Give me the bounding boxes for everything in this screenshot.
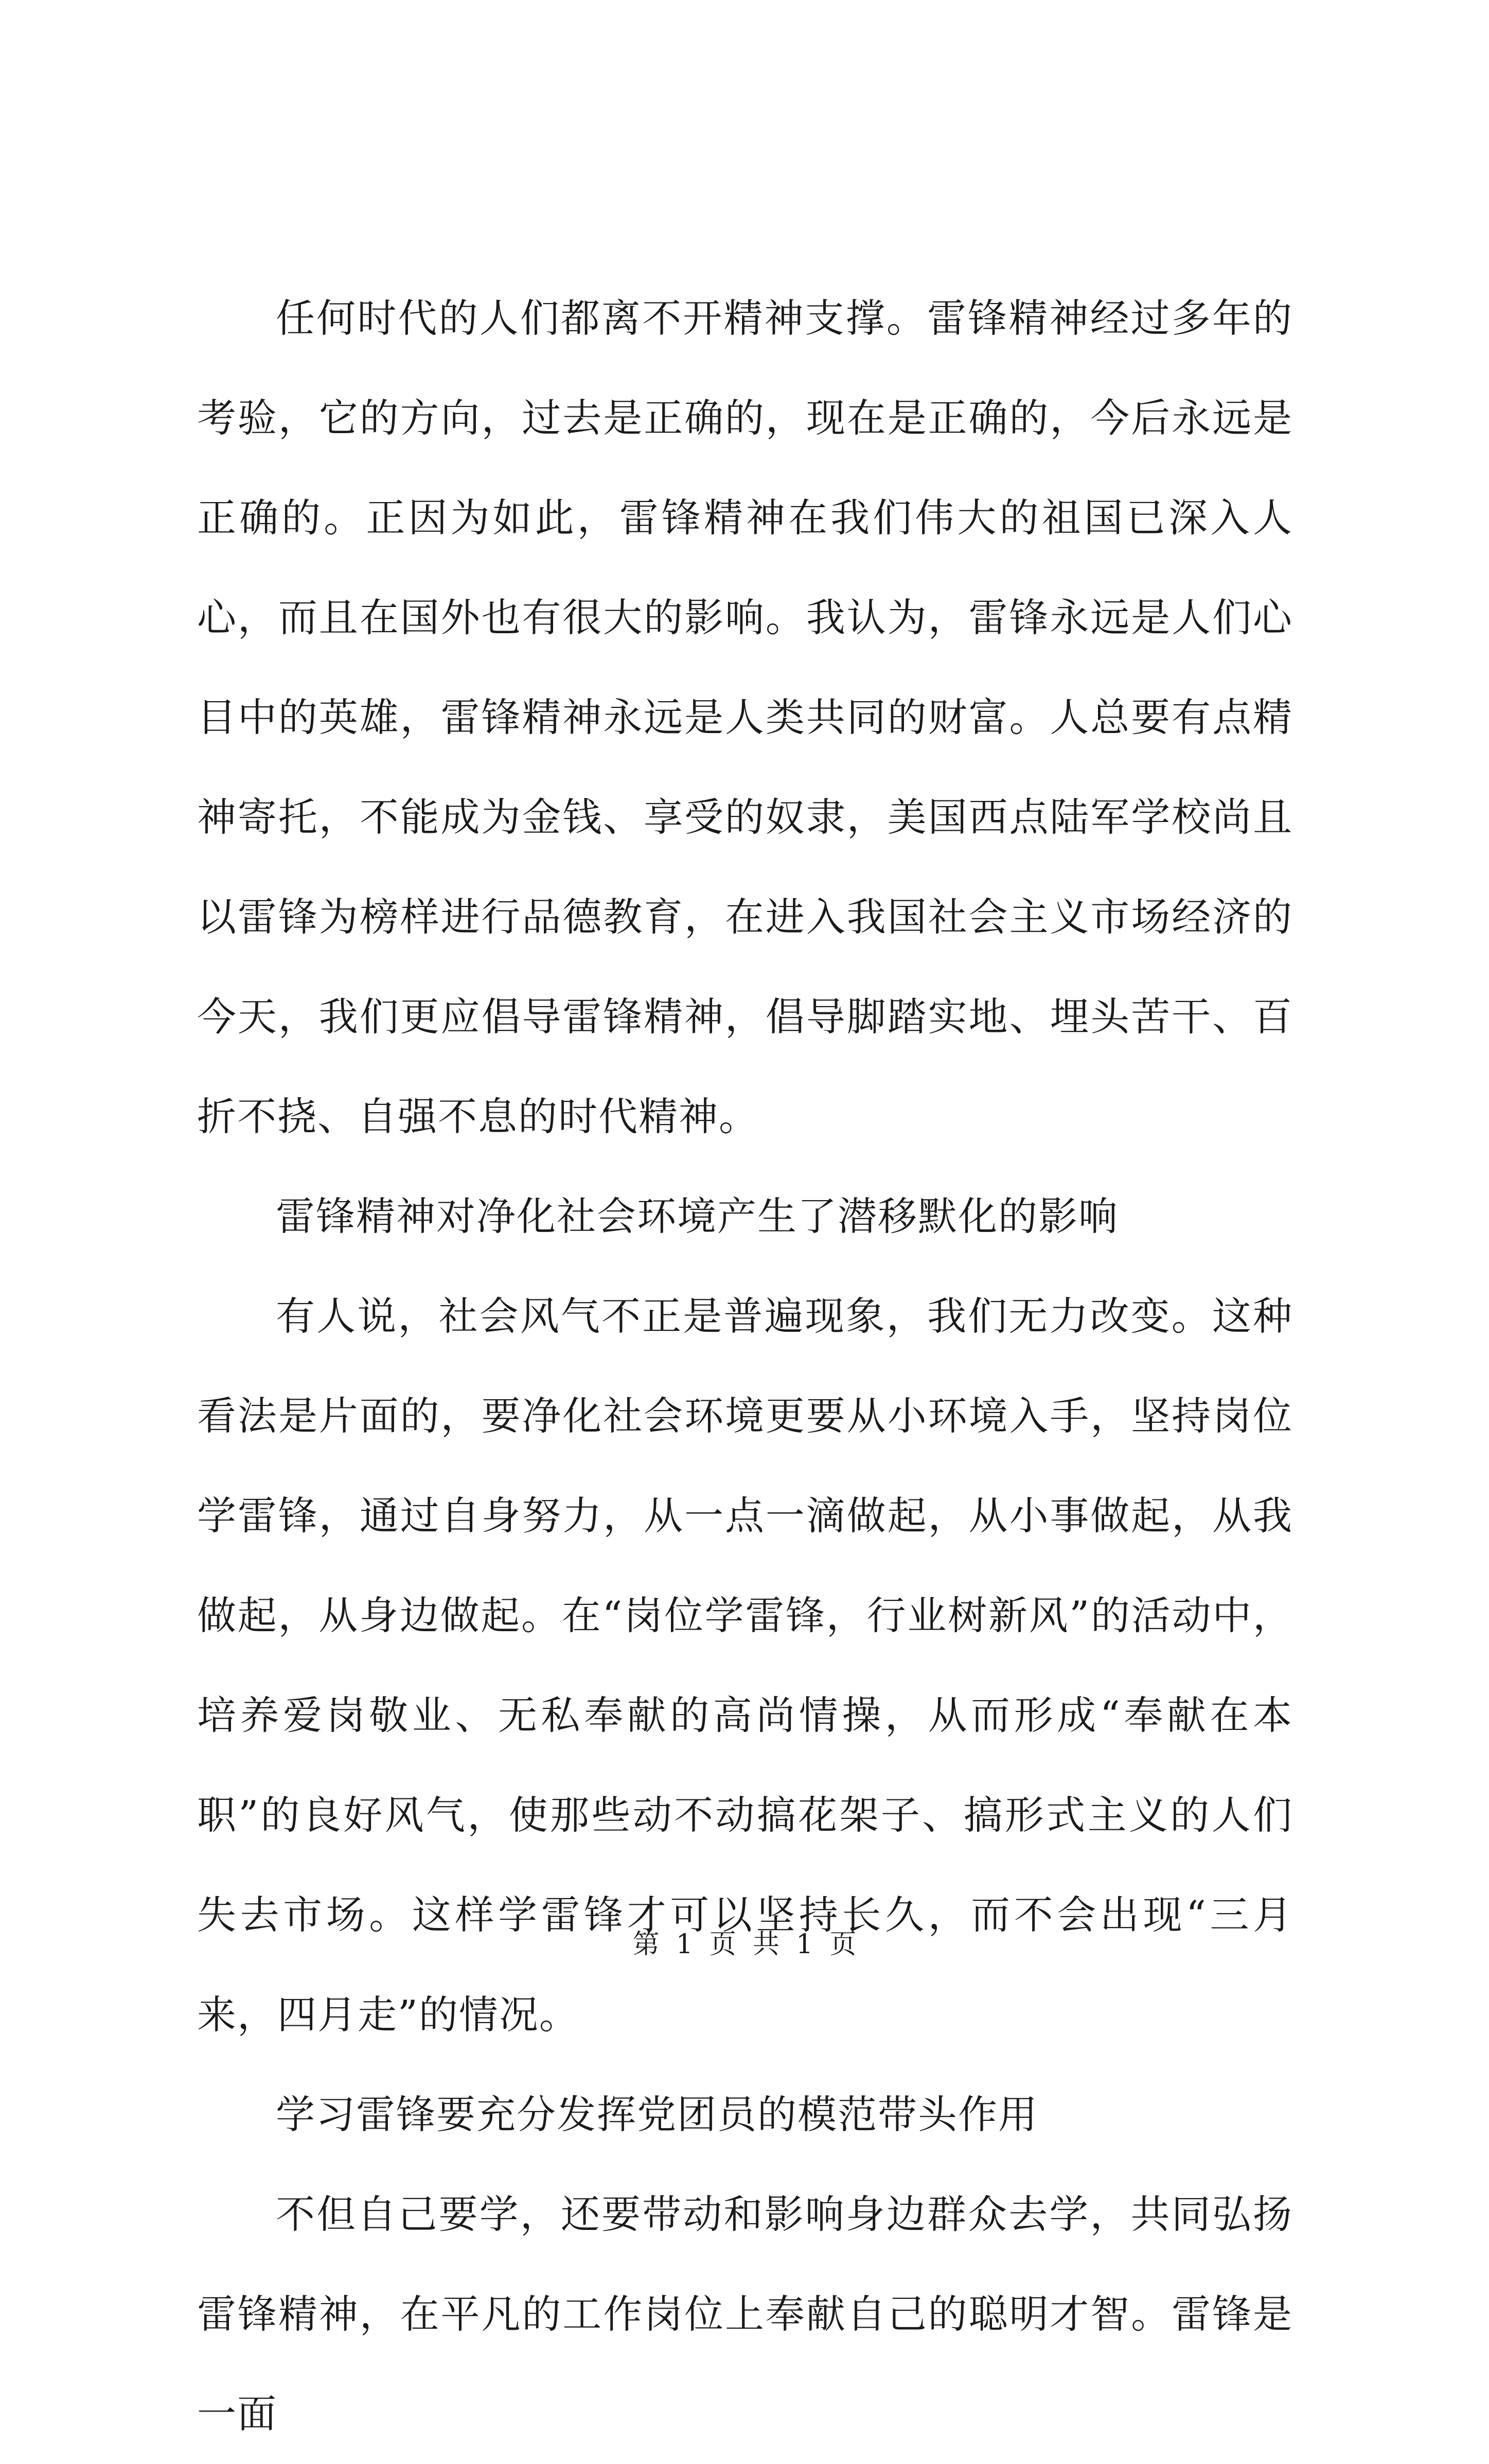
section-heading: 学习雷锋要充分发挥党团员的模范带头作用 xyxy=(276,2092,1038,2137)
body-paragraph: 任何时代的人们都离不开精神支撑。雷锋精神经过多年的考验，它的方向，过去是正确的，现在是正确的，今后永远是正确的。正因为如此，雷锋精神在我们伟大的祖国已深入人心，而且在国外也有很大的影响。我认为，雷锋永远是人们心目中的英雄，雷锋精神永远是人类共同的财富。人总要有点精神寄托，不能成为金钱、享受的奴隶，美国西点陆军学校尚且以雷锋为榜样进行品德教育，在进入我国社会主义市场经济的今天，我们更应倡导雷锋精神，倡导脚踏实地、埋头苦干、百折不挠、自强不息的时代精神。 xyxy=(197,295,1293,1139)
body-paragraph: 有人说，社会风气不正是普遍现象，我们无力改变。这种看法是片面的，要净化社会环境更要从小环境入手，坚持岗位学雷锋，通过自身努力，从一点一滴做起，从小事做起，从我做起，从身边做起。在“岗位学雷锋，行业树新风”的活动中，培养爱岗敬业、无私奉献的高尚情操，从而形成“奉献在本职”的良好风气，使那些动不动搞花架子、搞形式主义的人们失去市场。这样学雷锋才可以坚持长久，而不会出现“三月来，四月走”的情况。 xyxy=(197,1293,1293,2038)
body-paragraph: 不但自己要学，还要带动和影响身边群众去学，共同弘扬雷锋精神，在平凡的工作岗位上奉献自己的聪明才智。雷锋是一面 xyxy=(197,2191,1293,2437)
page-number-text: 第 1 页 共 1 页 xyxy=(632,1929,857,1960)
section-heading: 雷锋精神对净化社会环境产生了潜移默化的影响 xyxy=(276,1193,1119,1239)
document-body xyxy=(197,269,1293,2464)
page-footer xyxy=(0,1924,1489,1965)
